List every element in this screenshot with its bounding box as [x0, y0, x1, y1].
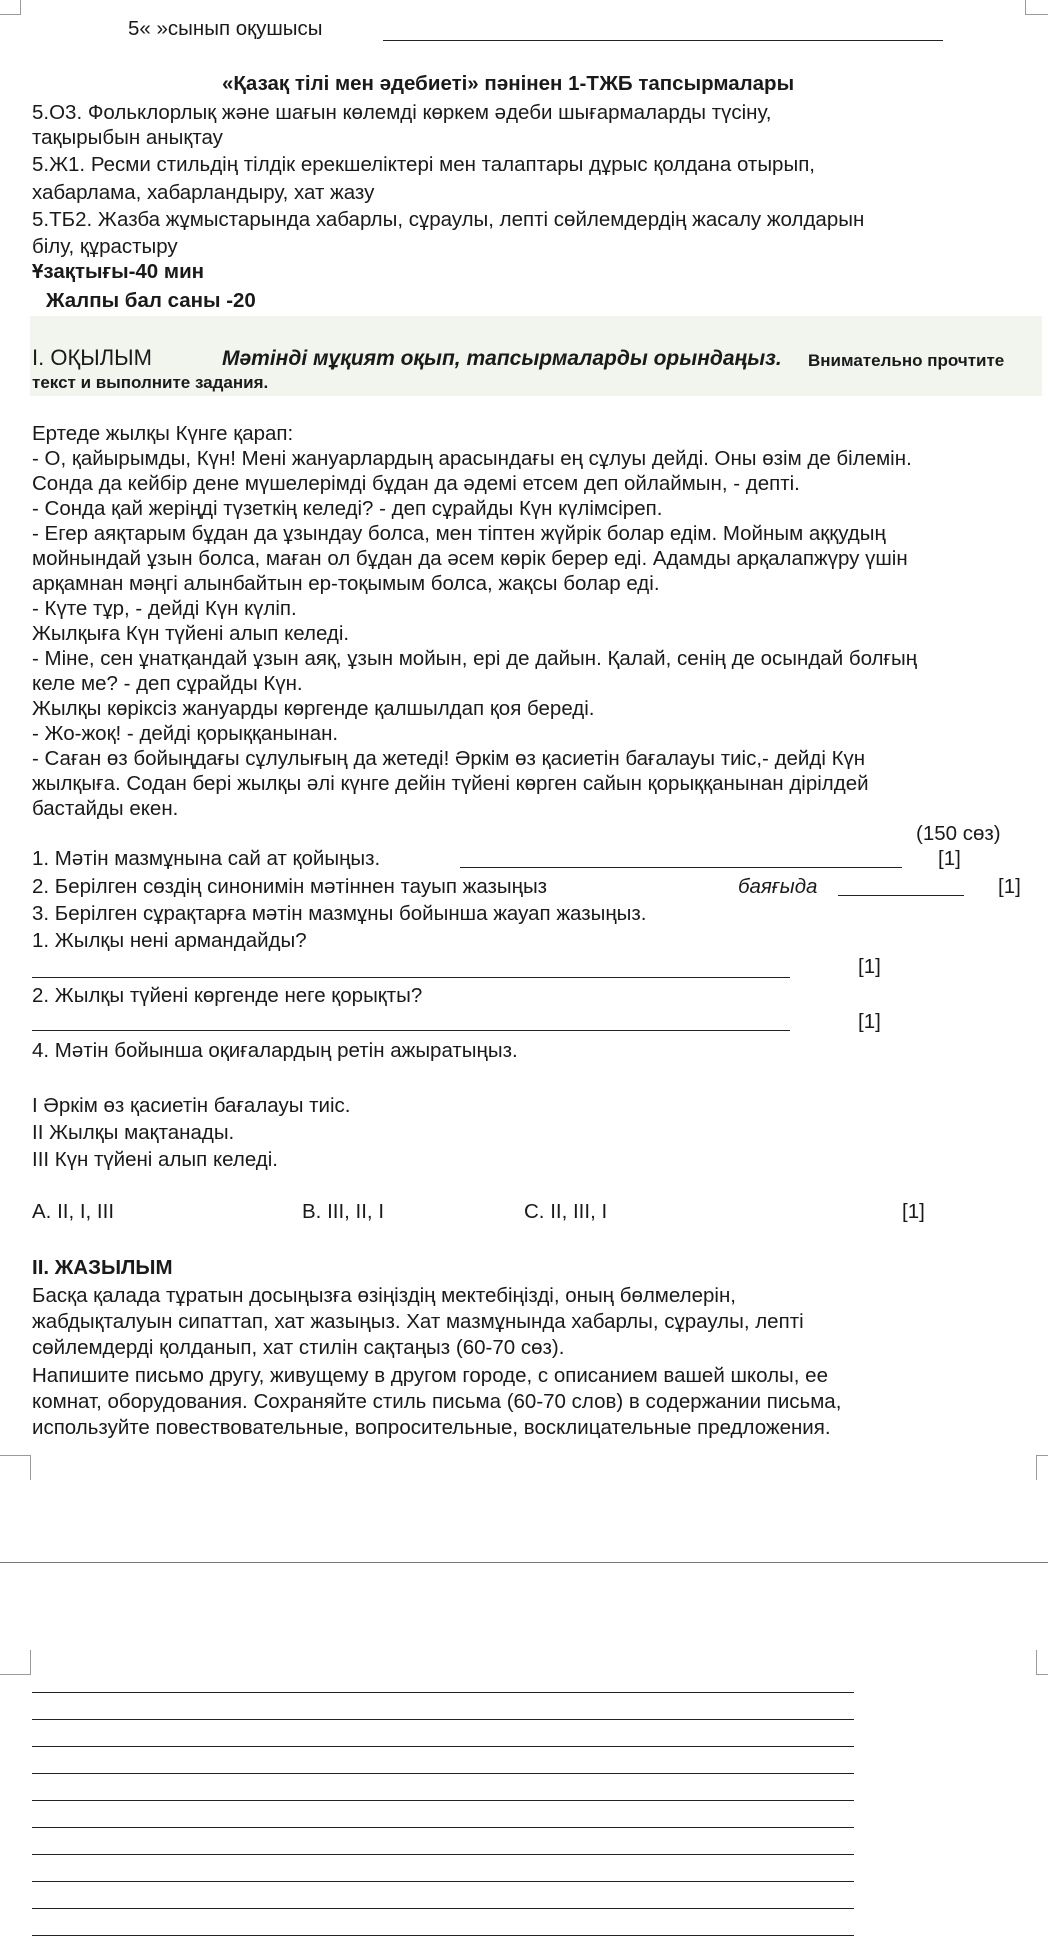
task-1: 1. Мәтін мазмұнына сай ат қойыңыз. — [32, 847, 381, 870]
story-line: мойнындай ұзын болса, маған ол бұдан да әсем көрік берер еді. Адамды арқалапжүру үшін — [32, 547, 908, 570]
story-line: Сонда да кейбір дене мүшелерімді бұдан да әдемі етсем деп ойлаймын, - депті. — [32, 472, 800, 495]
task-3: 3. Берілген сұрақтарға мәтін мазмұны бойынша жауап жазыңыз. — [32, 902, 647, 925]
option-a[interactable]: A. II, I, III — [32, 1200, 115, 1223]
section1-instruction-kz: Мәтінді мұқият оқып, тапсырмаларды орындаңыз. — [222, 347, 782, 370]
story-line: - Міне, сен ұнатқандай ұзын аяқ, ұзын мойын, ері де дайын. Қалай, сенің де осындай болғың — [32, 647, 918, 670]
writing-answer-line[interactable] — [32, 1908, 854, 1909]
section1-instruction-ru: текст и выполните задания. — [32, 373, 269, 392]
section2-line: сөйлемдерді қолданып, хат стилін сақтаңыз (60-70 сөз). — [32, 1336, 565, 1359]
story-line: Ертеде жылқы Күнге қарап: — [32, 422, 294, 445]
story-line: - Күте тұр, - дейді Күн күліп. — [32, 597, 297, 620]
story-line: - Жо-жоқ! - дейді қорыққанынан. — [32, 722, 339, 745]
page-title: «Қазақ тілі мен әдебиеті» пәнінен 1-ТЖБ тапсырмалары — [222, 72, 795, 95]
writing-answer-line[interactable] — [32, 1719, 854, 1720]
story-line: - О, қайырымды, Күн! Мені жануарлардың арасындағы ең сұлуы дейді. Оны өзім де білемін. — [32, 447, 912, 470]
score-mark: [1] — [998, 875, 1021, 898]
section2-line: комнат, оборудования. Сохраняйте стиль письма (60-70 слов) в содержании письма, — [32, 1390, 842, 1413]
writing-answer-line[interactable] — [32, 1827, 854, 1828]
page-corner-mark — [0, 1650, 31, 1675]
section2-line: Басқа қалада тұратын досыңызға өзіңіздің мектебіңізді, оның бөлмелерін, — [32, 1284, 736, 1307]
writing-answer-line[interactable] — [32, 1854, 854, 1855]
score-mark: [1] — [858, 955, 881, 978]
objective-line: 5.Ж1. Ресми стильдің тілдік ерекшеліктері мен талаптары дұрыс қолдана отырып, — [32, 153, 815, 176]
score-mark: [1] — [858, 1010, 881, 1033]
writing-answer-line[interactable] — [32, 1746, 854, 1747]
event-item: I Әркім өз қасиетін бағалауы тиіс. — [32, 1094, 351, 1117]
section2-line: Напишите письмо другу, живущему в другом городе, с описанием вашей школы, ее — [32, 1364, 828, 1387]
section2-line: жабдықталуын сипаттап, хат жазыңыз. Хат мазмұнында хабарлы, сұраулы, лепті — [32, 1310, 804, 1333]
page-corner-mark — [1036, 1650, 1048, 1675]
writing-answer-line[interactable] — [32, 1773, 854, 1774]
section1-instruction-ru: Внимательно прочтите — [808, 351, 1005, 370]
task-3-question: 2. Жылқы түйені көргенде неге қорықты? — [32, 984, 423, 1007]
task-2-word: баяғыда — [738, 875, 818, 898]
task-2: 2. Берілген сөздің синонимін мәтіннен тауып жазыңыз — [32, 875, 548, 898]
task-3-1-answer-line[interactable] — [32, 977, 790, 978]
word-count: (150 сөз) — [916, 822, 1001, 845]
option-b[interactable]: B. III, II, I — [302, 1200, 385, 1223]
task-2-answer-line[interactable] — [838, 895, 964, 896]
option-c[interactable]: C. II, III, I — [524, 1200, 608, 1223]
story-line: келе ме? - деп сұрайды Күн. — [32, 672, 303, 695]
section2-title: II. ЖАЗЫЛЫМ — [32, 1256, 173, 1279]
story-line: жылқыға. Содан бері жылқы әлі күнге дейін түйені көрген сайын қорыққанынан дірілдей — [32, 772, 869, 795]
task-1-answer-line[interactable] — [460, 867, 902, 868]
duration: Ұзақтығы-40 мин — [32, 260, 205, 283]
page-corner-mark — [0, 1455, 31, 1480]
event-item: II Жылқы мақтанады. — [32, 1121, 235, 1144]
writing-answer-line[interactable] — [32, 1935, 854, 1936]
page-corner-mark — [1036, 1455, 1048, 1480]
story-line: - Сонда қай жеріңді түзеткің келеді? - деп сұрайды Күн күлімсіреп. — [32, 497, 663, 520]
objective-line: 5.О3. Фольклорлық және шағын көлемді көркем әдеби шығармаларды түсіну, — [32, 101, 772, 124]
writing-answer-line[interactable] — [32, 1881, 854, 1882]
writing-answer-line[interactable] — [32, 1800, 854, 1801]
writing-answer-line[interactable] — [32, 1692, 854, 1693]
total-score: Жалпы бал саны -20 — [46, 289, 256, 312]
score-mark: [1] — [902, 1200, 925, 1223]
section1-title: I. ОҚЫЛЫМ — [32, 345, 152, 370]
event-item: III Күн түйені алып келеді. — [32, 1148, 278, 1171]
objective-line: білу, құрастыру — [32, 235, 178, 258]
name-answer-line[interactable] — [383, 40, 943, 41]
objective-line: 5.ТБ2. Жазба жұмыстарында хабарлы, сұраулы, лепті сөйлемдердің жасалу жолдарын — [32, 208, 865, 231]
story-line: арқамнан мәңгі алынбайтын ер-тоқымым болса, жақсы болар еді. — [32, 572, 660, 595]
section2-line: используйте повествовательные, вопросительные, восклицательные предложения. — [32, 1416, 831, 1439]
task-3-2-answer-line[interactable] — [32, 1030, 790, 1031]
story-line: Жылқы көріксіз жануарды көргенде қалшылдап қоя береді. — [32, 697, 595, 720]
story-line: - Егер аяқтарым бұдан да ұзындау болса, мен тіптен жүйрік болар едім. Мойным аққудың — [32, 522, 886, 545]
page-corner-mark — [0, 0, 21, 15]
story-line: Жылқыға Күн түйені алып келеді. — [32, 622, 350, 645]
story-line: бастайды екен. — [32, 797, 179, 820]
story-line: - Саған өз бойыңдағы сұлулығың да жетеді! Әркім өз қасиетін бағалауы тиіс,- дейді Күн — [32, 747, 866, 770]
page-corner-mark — [1025, 0, 1048, 15]
score-mark: [1] — [938, 847, 961, 870]
page-separator — [0, 1562, 1048, 1563]
objective-line: хабарлама, хабарландыру, хат жазу — [32, 181, 375, 204]
objective-line: тақырыбын анықтау — [32, 126, 223, 149]
task-4: 4. Мәтін бойынша оқиғалардың ретін ажыратыңыз. — [32, 1039, 518, 1062]
task-3-question: 1. Жылқы нені армандайды? — [32, 929, 307, 952]
grade-line: 5« »сынып оқушысы — [128, 17, 323, 40]
